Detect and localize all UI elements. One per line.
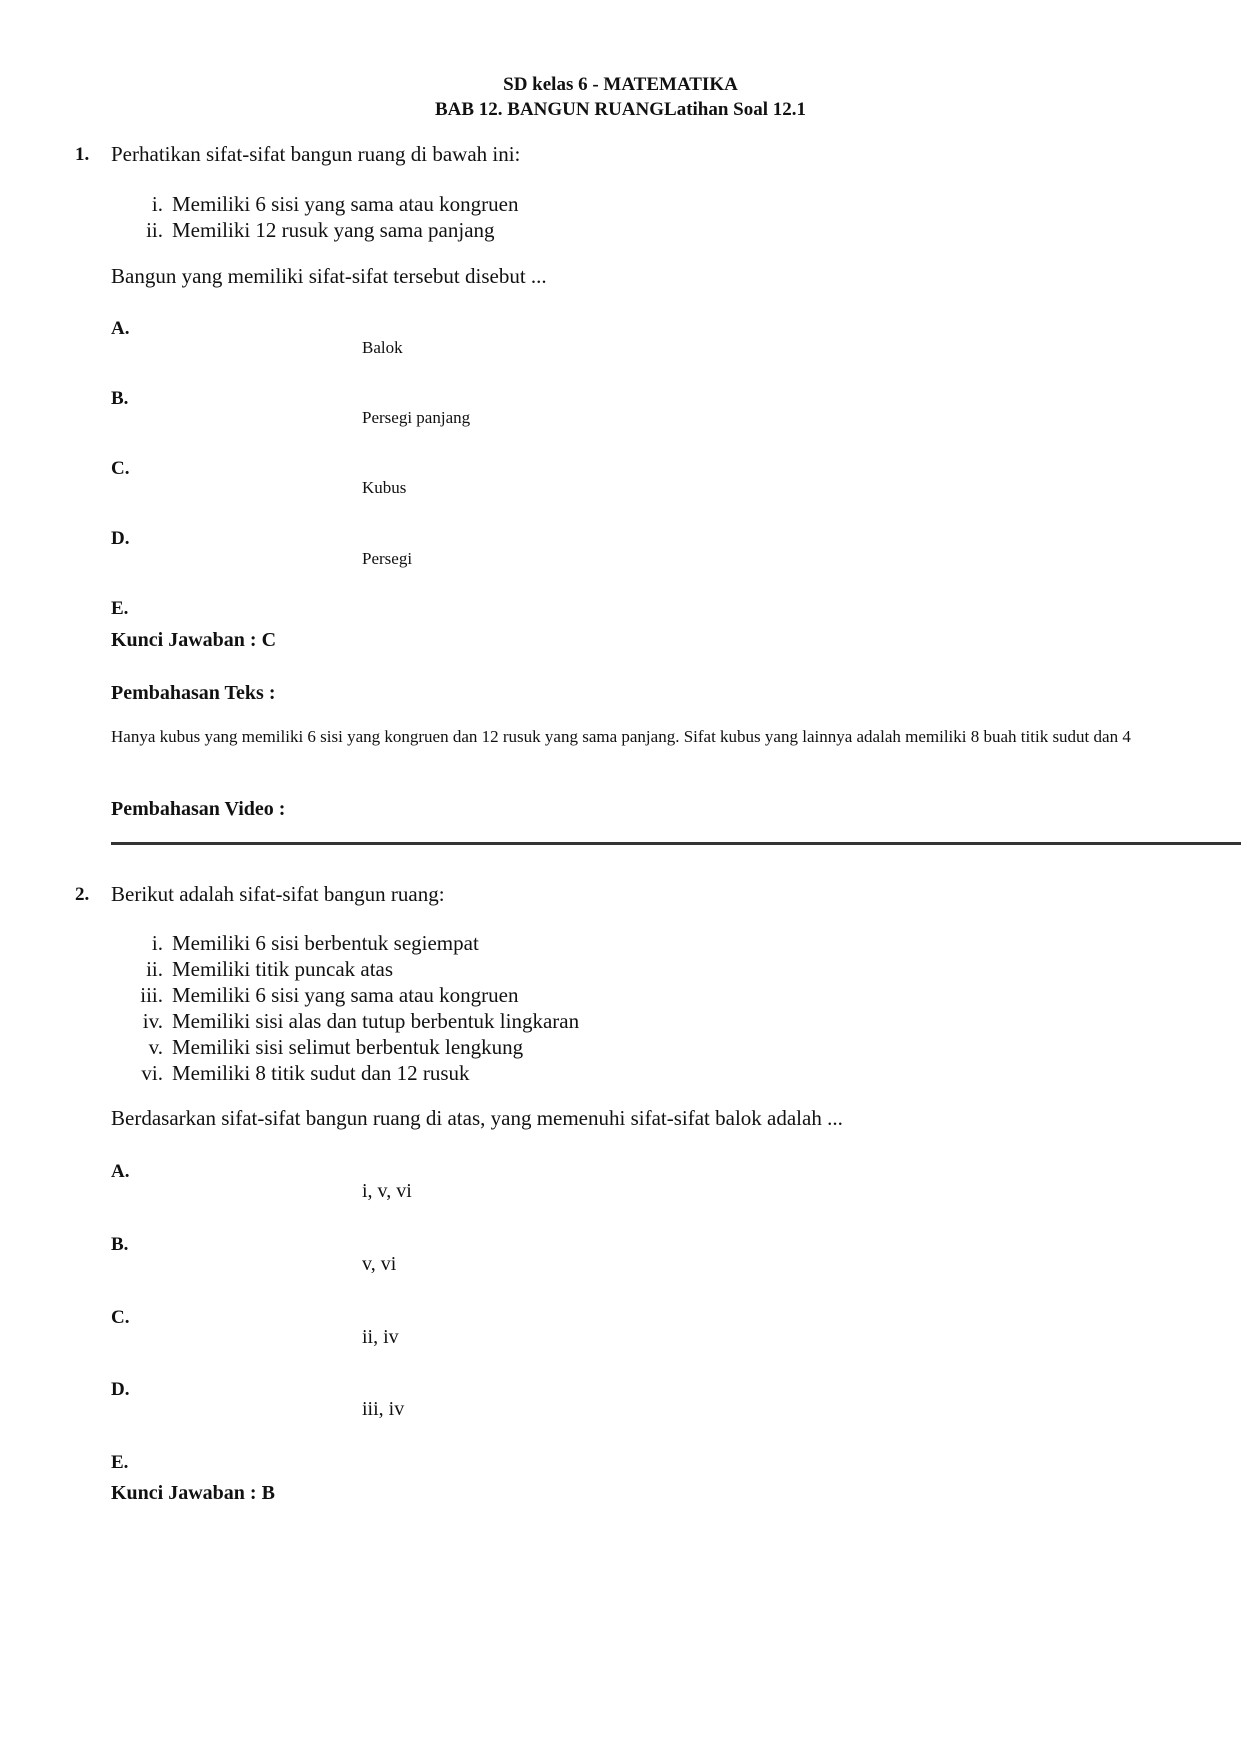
option-d-text: Persegi	[362, 549, 413, 568]
text-discussion-label: Pembahasan Teks :	[111, 682, 276, 704]
list-item: i. Memiliki 6 sisi berbentuk segiempat	[151, 931, 479, 955]
answer-key: Kunci Jawaban : B	[111, 1482, 275, 1504]
option-b-letter: B.	[111, 1234, 129, 1255]
option-a-letter: A.	[111, 1161, 130, 1182]
option-b-text: Persegi panjang	[362, 408, 471, 427]
option-b-letter: B.	[111, 388, 129, 409]
property-list	[111, 191, 518, 243]
option-d-text: iii, iv	[362, 1398, 405, 1420]
option-c-letter: C.	[111, 1307, 130, 1328]
property-list	[111, 930, 579, 1086]
list-item: v. Memiliki sisi selimut berbentuk lengkung	[148, 1035, 524, 1059]
option-d-letter: D.	[111, 1379, 130, 1400]
option-a-text: i, v, vi	[362, 1180, 412, 1202]
list-item: iv. Memiliki sisi alas dan tutup berbentuk lingkaran	[142, 1009, 580, 1033]
answer-key: Kunci Jawaban : C	[111, 629, 277, 651]
option-a-text: Balok	[362, 338, 403, 357]
question-prompt: Berdasarkan sifat-sifat bangun ruang di atas, yang memenuhi sifat-sifat balok adalah ...	[111, 1106, 843, 1130]
question-stem: Perhatikan sifat-sifat bangun ruang di bawah ini:	[111, 142, 521, 166]
option-c-text: ii, iv	[362, 1326, 399, 1348]
option-b-text: v, vi	[362, 1253, 397, 1275]
question-stem: Berikut adalah sifat-sifat bangun ruang:	[111, 882, 445, 906]
list-item: iii. Memiliki 6 sisi yang sama atau kongruen	[140, 983, 519, 1007]
option-d-letter: D.	[111, 528, 130, 549]
page-header	[0, 72, 1241, 122]
option-a-letter: A.	[111, 318, 130, 339]
question-number: 2.	[75, 884, 90, 905]
option-e-letter: E.	[111, 1452, 129, 1473]
section-divider	[111, 842, 1241, 845]
option-c-text: Kubus	[362, 478, 407, 497]
list-item: vi. Memiliki 8 titik sudut dan 12 rusuk	[141, 1061, 470, 1085]
question-number: 1.	[75, 144, 90, 165]
option-e-letter: E.	[111, 598, 129, 619]
subject-title: SD kelas 6 - MATEMATIKA	[503, 74, 738, 95]
video-discussion-label: Pembahasan Video :	[111, 798, 286, 820]
option-c-letter: C.	[111, 458, 130, 479]
list-item: ii. Memiliki 12 rusuk yang sama panjang	[146, 218, 495, 242]
list-item: ii. Memiliki titik puncak atas	[146, 957, 394, 981]
text-discussion: Hanya kubus yang memiliki 6 sisi yang kongruen dan 12 rusuk yang sama panjang. Sifat kubus yang lainnya adalah memiliki 8 buah titik sudut dan 4	[111, 727, 1131, 746]
chapter-title: BAB 12. BANGUN RUANGLatihan Soal 12.1	[434, 99, 807, 120]
list-item: i. Memiliki 6 sisi yang sama atau kongruen	[151, 192, 519, 216]
question-prompt: Bangun yang memiliki sifat-sifat tersebut disebut ...	[111, 264, 547, 288]
